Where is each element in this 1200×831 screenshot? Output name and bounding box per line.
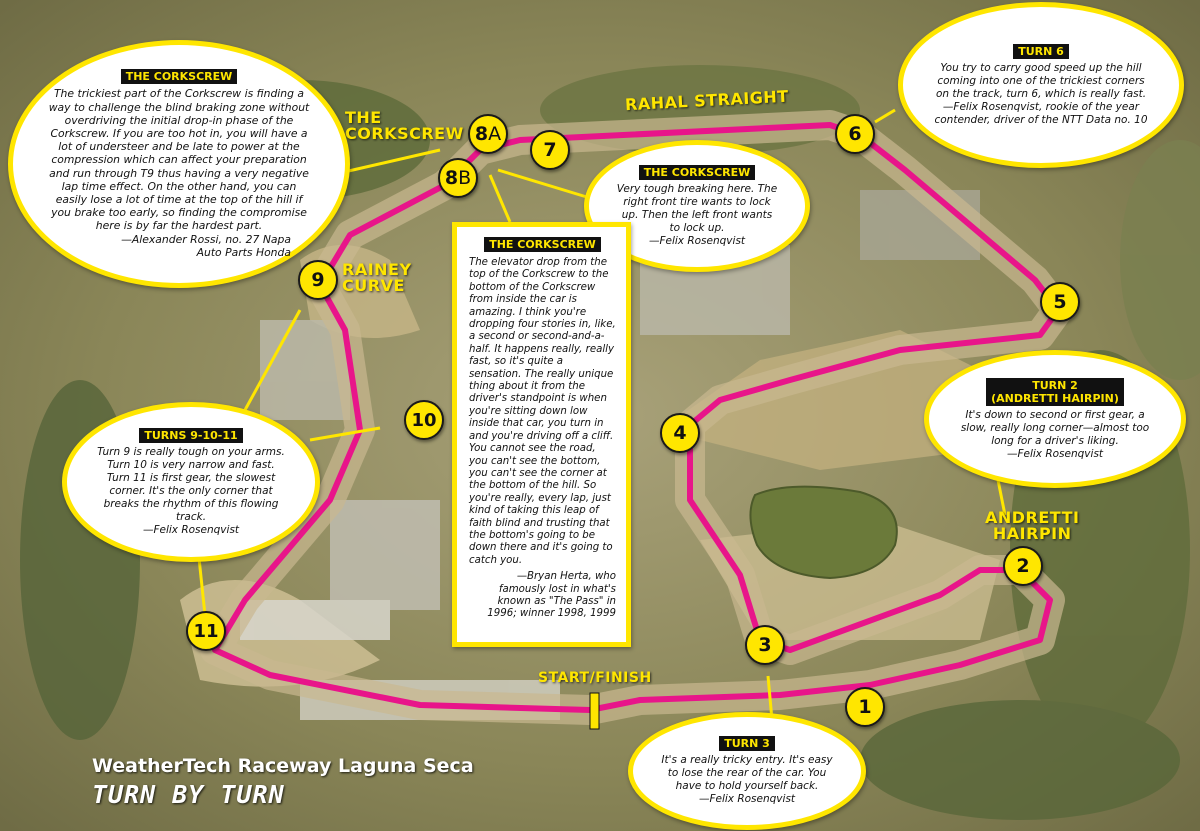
turn-marker-11[interactable] <box>186 611 226 651</box>
callout-title: TURN 2 (ANDRETTI HAIRPIN) <box>986 378 1124 406</box>
callout-credit: —Felix Rosenqvist <box>142 523 240 536</box>
place-label-start-finish: START/FINISH <box>538 670 652 686</box>
place-label-rainey-curve: RAINEY CURVE <box>342 260 412 295</box>
turn-number: 2 <box>1016 555 1030 577</box>
turn-number: 8 <box>474 123 489 145</box>
turn-number: 6 <box>848 123 862 145</box>
callout-turn6 <box>898 2 1184 168</box>
turn-marker-8a[interactable] <box>468 114 508 154</box>
turn-number: 7 <box>543 139 557 161</box>
map-title: WeatherTech Raceway Laguna Seca <box>92 755 474 777</box>
callout-body: It's down to second or first gear, a slow, really long corner—almost too long for a driver's liking. <box>960 408 1150 447</box>
callout-body: Turn 9 is really tough on your arms. Turn 10 is very narrow and fast. Turn 11 is first gear, the slowest corner. It's the only corner that breaks the rhythm of this flowing track. <box>97 445 285 523</box>
turn-number: 11 <box>193 620 219 642</box>
turn-marker-9[interactable] <box>298 260 338 300</box>
turn-number: 1 <box>858 696 872 718</box>
turn-number: 8 <box>444 167 459 189</box>
turn-marker-8b[interactable] <box>438 158 478 198</box>
callout-credit: —Felix Rosenqvist <box>648 234 746 247</box>
turn-suffix: A <box>488 123 502 145</box>
callout-turns-9-10-11 <box>62 402 320 562</box>
turn-number: 4 <box>673 422 687 444</box>
callout-body: It's a really tricky entry. It's easy to lose the rear of the car. You have to hold yourself back. <box>661 754 833 792</box>
turn-marker-5[interactable] <box>1040 282 1080 322</box>
callout-turn2 <box>924 350 1186 488</box>
callout-title: THE CORKSCREW <box>121 69 238 84</box>
turn-marker-1[interactable] <box>845 687 885 727</box>
turn-marker-7[interactable] <box>530 130 570 170</box>
turn-number: 9 <box>311 269 325 291</box>
callout-title: TURN 3 <box>719 736 775 751</box>
turn-marker-2[interactable] <box>1003 546 1043 586</box>
turn-marker-4[interactable] <box>660 413 700 453</box>
callout-credit: —Felix Rosenqvist <box>1006 447 1104 460</box>
callout-credit: —Bryan Herta, who famously lost in what's known as "The Pass" in 1996; winner 1998, 1999 <box>487 571 616 620</box>
turn-marker-10[interactable] <box>404 400 444 440</box>
place-label-corkscrew: THE CORKSCREW <box>345 108 464 143</box>
callout-title: THE CORKSCREW <box>484 237 601 252</box>
callout-body: Very tough breaking here. The right front tire wants to lock up. Then the left front wants to lock up. <box>616 182 778 234</box>
turn-marker-3[interactable] <box>745 625 785 665</box>
turn-suffix: B <box>458 167 472 189</box>
callout-turn3 <box>628 712 866 830</box>
callout-title: TURN 6 <box>1013 44 1069 59</box>
callout-body: You try to carry good speed up the hill coming into one of the trickiest corners on the track, turn 6, which is really fast. <box>935 61 1147 100</box>
callout-title-wrap <box>469 235 616 253</box>
callout-title: THE CORKSCREW <box>639 165 756 180</box>
callout-credit: —Felix Rosenqvist <box>698 793 796 805</box>
start-finish-marker <box>590 693 599 729</box>
callout-body: The elevator drop from the top of the Corkscrew to the bottom of the Corkscrew from inside the car is amazing. I think you're dropping four stories in, like, a second or second-and-a-half. It happens really, really fast, so it's quite a sensation. The really unique thing about it from the driver's standpoint is when you're sitting down low inside that car, you turn in and you're driving off a cliff. You cannot see the road, you can't see the bottom, you can't see the corner at the bottom of the hill. So you're really, every lap, just kind of taking this leap of faith blind and trusting that the bottom's going to be down there and it's going to catch you. <box>469 257 616 566</box>
turn-marker-6[interactable] <box>835 114 875 154</box>
callout-body: The trickiest part of the Corkscrew is finding a way to challenge the blind braking zone without overdriving the initial drop-in phase of the Corkscrew. If you are too hot in, you will have a lot of understeer and be late to power at the compression which can affect your preparation and run through T9 thus having a very negative lap time effect. On the other hand, you can easily lose a lot of time at the top of the hill if you brake too early, so finding the compromise here is by far the hardest part. <box>48 87 310 233</box>
turn-number: 10 <box>411 409 437 431</box>
callout-credit: —Felix Rosenqvist, rookie of the year contender, driver of the NTT Data no. 10 <box>934 100 1148 126</box>
place-label-rahal-straight: RAHAL STRAIGHT <box>624 86 790 115</box>
place-label-andretti-hairpin: ANDRETTI HAIRPIN <box>985 508 1080 543</box>
turn-number: 5 <box>1053 291 1067 313</box>
callout-corkscrew-rossi <box>8 40 350 288</box>
map-subtitle: TURN BY TURN <box>92 780 285 809</box>
callout-corkscrew-herta <box>452 222 631 647</box>
turn-number: 3 <box>758 634 772 656</box>
callout-title: TURNS 9-10-11 <box>139 428 242 443</box>
callout-credit: —Alexander Rossi, no. 27 Napa Auto Parts Honda <box>121 232 291 259</box>
